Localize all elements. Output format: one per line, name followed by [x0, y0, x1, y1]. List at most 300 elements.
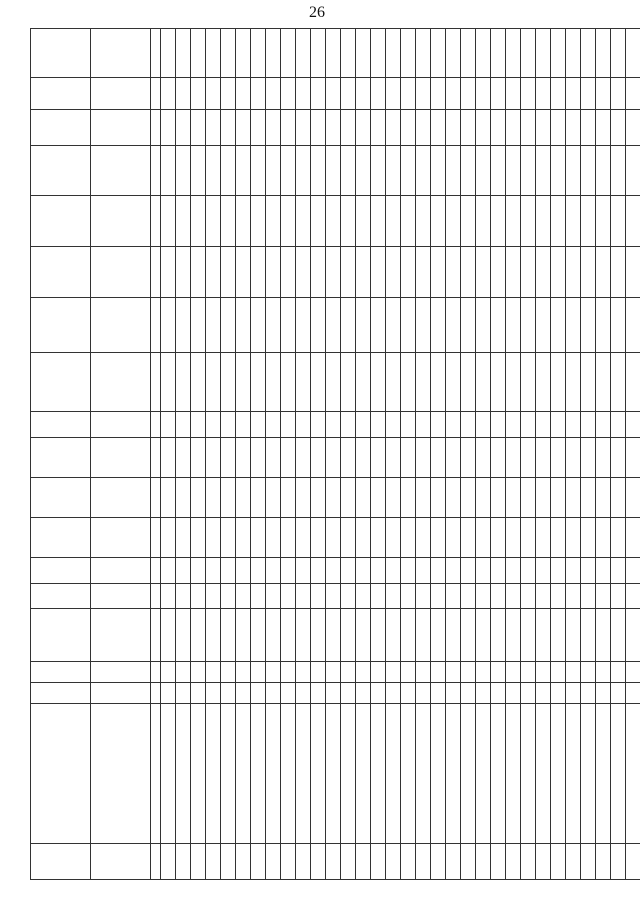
table-cell-c03 — [236, 683, 251, 704]
table-cell-c15 — [266, 196, 281, 247]
column-number-row-cell-c15 — [151, 196, 161, 247]
table-cell-c17 — [611, 109, 626, 145]
table-cell-c07 — [311, 558, 326, 583]
table-cell-c17 — [296, 109, 311, 145]
table-cell-c09 — [236, 477, 251, 517]
table-cell-c10 — [326, 437, 341, 477]
table-cell-c16 — [341, 145, 356, 196]
table-cell-c18 — [551, 77, 566, 109]
table-cell-c11 — [266, 412, 281, 437]
table-cell-c02 — [416, 704, 431, 844]
table-cell-c17 — [521, 109, 536, 145]
table-row — [551, 29, 566, 880]
table-cell-c18 — [326, 77, 341, 109]
table-cell-c01 — [176, 844, 191, 880]
table-cell-c02 — [596, 704, 611, 844]
table-cell-c03 — [206, 683, 221, 704]
table-cell-c09 — [356, 477, 371, 517]
table-cell-c01 — [296, 844, 311, 880]
table-cell-c06 — [161, 583, 176, 608]
table-cell-c05 — [446, 609, 461, 662]
table-cell-c16 — [476, 145, 491, 196]
table-cell-c02 — [506, 704, 521, 844]
table-cell-c02 — [161, 704, 176, 844]
table-cell-c08 — [596, 518, 611, 558]
table-cell-c05 — [476, 609, 491, 662]
table-cell-c12 — [551, 352, 566, 411]
table-cell-c05 — [206, 609, 221, 662]
header-band-lower-cell-c01 — [91, 844, 151, 880]
table-cell-c16 — [611, 145, 626, 196]
table-cell-c08 — [506, 518, 521, 558]
table-cell-c07 — [626, 558, 640, 583]
table-cell-c19 — [161, 29, 176, 78]
table-cell-c12 — [266, 352, 281, 411]
table-cell-c02 — [386, 704, 401, 844]
table-cell-c15 — [416, 196, 431, 247]
table-cell-c17 — [371, 109, 386, 145]
table-cell-c15 — [161, 196, 176, 247]
table-cell-c18 — [236, 77, 251, 109]
table-cell-c14 — [521, 247, 536, 298]
table-cell-c04 — [611, 662, 626, 683]
table-cell-c08 — [536, 518, 551, 558]
table-cell-c19 — [416, 29, 431, 78]
table-cell-c07 — [581, 558, 596, 583]
table-cell-c17 — [236, 109, 251, 145]
table-cell-c06 — [191, 583, 206, 608]
table-cell-c09 — [476, 477, 491, 517]
table-cell-c17 — [581, 109, 596, 145]
header-band-lower-cell-c19 — [91, 29, 151, 78]
table-cell-c16 — [491, 145, 506, 196]
table-cell-c12 — [611, 352, 626, 411]
table-cell-c16 — [311, 145, 326, 196]
table-cell-c03 — [416, 683, 431, 704]
header-band-upper-cell-c01 — [31, 844, 91, 880]
table-cell-c05 — [191, 609, 206, 662]
table-cell-c03 — [221, 683, 236, 704]
table-cell-c01 — [311, 844, 326, 880]
table-cell-c12 — [296, 352, 311, 411]
table-cell-c13 — [311, 297, 326, 352]
table-cell-c07 — [566, 558, 581, 583]
table-cell-c19 — [176, 29, 191, 78]
table-cell-c19 — [626, 29, 640, 78]
table-cell-c10 — [581, 437, 596, 477]
table-cell-c18 — [416, 77, 431, 109]
table-cell-c04 — [191, 662, 206, 683]
table-cell-c02 — [356, 704, 371, 844]
table-cell-c13 — [491, 297, 506, 352]
table-cell-c18 — [626, 77, 640, 109]
table-cell-c07 — [296, 558, 311, 583]
table-cell-c17 — [221, 109, 236, 145]
table-cell-c14 — [266, 247, 281, 298]
table-cell-c18 — [206, 77, 221, 109]
table-cell-c17 — [566, 109, 581, 145]
table-cell-c06 — [536, 583, 551, 608]
table-cell-c12 — [596, 352, 611, 411]
table-cell-c10 — [476, 437, 491, 477]
table-cell-c08 — [476, 518, 491, 558]
table-cell-c18 — [341, 77, 356, 109]
table-cell-c02 — [551, 704, 566, 844]
table-cell-c12 — [461, 352, 476, 411]
table-cell-c05 — [626, 609, 640, 662]
table-cell-c02 — [206, 704, 221, 844]
table-cell-c19 — [431, 29, 446, 78]
table-cell-c01 — [371, 844, 386, 880]
table-cell-c17 — [311, 109, 326, 145]
table-cell-c15 — [326, 196, 341, 247]
table-cell-c09 — [521, 477, 536, 517]
table-cell-c12 — [206, 352, 221, 411]
header-band-lower-cell-c13 — [91, 297, 151, 352]
table-cell-c11 — [596, 412, 611, 437]
table-cell-c12 — [326, 352, 341, 411]
table-row — [356, 29, 371, 880]
table-cell-c03 — [506, 683, 521, 704]
table-cell-c19 — [356, 29, 371, 78]
table-row — [266, 29, 281, 880]
table-cell-c08 — [191, 518, 206, 558]
table-row — [431, 29, 446, 880]
table-cell-c10 — [176, 437, 191, 477]
table-cell-c14 — [341, 247, 356, 298]
table-cell-c09 — [551, 477, 566, 517]
header-band-lower-cell-c06 — [91, 583, 151, 608]
table-cell-c09 — [371, 477, 386, 517]
table-cell-c14 — [461, 247, 476, 298]
table-cell-c07 — [461, 558, 476, 583]
table-cell-c11 — [476, 412, 491, 437]
table-cell-c03 — [521, 683, 536, 704]
header-band-upper-cell-c14 — [31, 247, 91, 298]
table-row — [296, 29, 311, 880]
table-cell-c17 — [161, 109, 176, 145]
table-cell-c15 — [566, 196, 581, 247]
table-cell-c10 — [281, 437, 296, 477]
table-cell-c12 — [566, 352, 581, 411]
table-cell-c01 — [221, 844, 236, 880]
table-cell-c15 — [296, 196, 311, 247]
table-cell-c15 — [371, 196, 386, 247]
table-cell-c13 — [251, 297, 266, 352]
table-cell-c12 — [161, 352, 176, 411]
table-cell-c19 — [536, 29, 551, 78]
table-cell-c01 — [536, 844, 551, 880]
table-cell-c11 — [491, 412, 506, 437]
table-row — [581, 29, 596, 880]
table-cell-c05 — [176, 609, 191, 662]
table-cell-c11 — [401, 412, 416, 437]
column-number-row-cell-c04 — [151, 662, 161, 683]
table-cell-c09 — [446, 477, 461, 517]
table-cell-c11 — [356, 412, 371, 437]
table-cell-c14 — [506, 247, 521, 298]
table-cell-c15 — [386, 196, 401, 247]
table-cell-c19 — [251, 29, 266, 78]
table-cell-c19 — [311, 29, 326, 78]
rotated-table-sheet — [30, 28, 622, 880]
table-cell-c09 — [581, 477, 596, 517]
table-cell-c18 — [536, 77, 551, 109]
header-band-upper-cell-c13 — [31, 297, 91, 352]
column-number-row-cell-c11 — [151, 412, 161, 437]
table-cell-c19 — [266, 29, 281, 78]
table-cell-c06 — [221, 583, 236, 608]
table-cell-c01 — [446, 844, 461, 880]
table-cell-c02 — [326, 704, 341, 844]
table-cell-c16 — [191, 145, 206, 196]
table-cell-c01 — [431, 844, 446, 880]
table-cell-c13 — [461, 297, 476, 352]
table-cell-c12 — [371, 352, 386, 411]
table-cell-c10 — [191, 437, 206, 477]
header-band-upper-cell-c02 — [31, 704, 91, 844]
table-cell-c14 — [476, 247, 491, 298]
table-cell-c06 — [386, 583, 401, 608]
table-cell-c18 — [506, 77, 521, 109]
table-cell-c05 — [431, 609, 446, 662]
table-cell-c03 — [431, 683, 446, 704]
table-cell-c04 — [506, 662, 521, 683]
table-cell-c16 — [596, 145, 611, 196]
table-cell-c07 — [371, 558, 386, 583]
header-band-upper-cell-c05 — [31, 609, 91, 662]
table-cell-c12 — [536, 352, 551, 411]
table-cell-c10 — [446, 437, 461, 477]
table-cell-c17 — [491, 109, 506, 145]
table-cell-c14 — [221, 247, 236, 298]
table-row — [611, 29, 626, 880]
table-cell-c09 — [566, 477, 581, 517]
table-cell-c14 — [416, 247, 431, 298]
table-cell-c13 — [431, 297, 446, 352]
table-cell-c03 — [536, 683, 551, 704]
table-cell-c18 — [281, 77, 296, 109]
table-cell-c02 — [236, 704, 251, 844]
table-cell-c02 — [581, 704, 596, 844]
table-cell-c12 — [191, 352, 206, 411]
table-cell-c11 — [566, 412, 581, 437]
table-cell-c12 — [431, 352, 446, 411]
table-cell-c01 — [191, 844, 206, 880]
table-cell-c18 — [446, 77, 461, 109]
header-band-lower-cell-c05 — [91, 609, 151, 662]
table-cell-c19 — [566, 29, 581, 78]
table-cell-c07 — [161, 558, 176, 583]
table-cell-c14 — [356, 247, 371, 298]
table-cell-c06 — [356, 583, 371, 608]
column-number-row-cell-c02 — [151, 704, 161, 844]
table-cell-c02 — [521, 704, 536, 844]
table-cell-c19 — [386, 29, 401, 78]
column-number-row-cell-c17 — [151, 109, 161, 145]
table-cell-c12 — [506, 352, 521, 411]
table-cell-c10 — [416, 437, 431, 477]
table-cell-c14 — [176, 247, 191, 298]
header-band-upper-cell-c08 — [31, 518, 91, 558]
table-cell-c04 — [566, 662, 581, 683]
table-cell-c15 — [191, 196, 206, 247]
table-cell-c09 — [431, 477, 446, 517]
table-cell-c17 — [326, 109, 341, 145]
table-row — [626, 29, 640, 880]
table-cell-c17 — [401, 109, 416, 145]
header-band-upper-cell-c04 — [31, 662, 91, 683]
table-cell-c05 — [581, 609, 596, 662]
table-cell-c03 — [251, 683, 266, 704]
table-cell-c06 — [176, 583, 191, 608]
table-cell-c17 — [596, 109, 611, 145]
table-cell-c04 — [206, 662, 221, 683]
table-cell-c16 — [326, 145, 341, 196]
table-cell-c13 — [626, 297, 640, 352]
table-cell-c15 — [281, 196, 296, 247]
table-cell-c11 — [611, 412, 626, 437]
table-cell-c04 — [161, 662, 176, 683]
table-cell-c04 — [236, 662, 251, 683]
table-cell-c13 — [521, 297, 536, 352]
table-cell-c08 — [386, 518, 401, 558]
table-cell-c13 — [566, 297, 581, 352]
table-cell-c19 — [446, 29, 461, 78]
table-cell-c13 — [611, 297, 626, 352]
table-cell-c15 — [356, 196, 371, 247]
table-cell-c03 — [461, 683, 476, 704]
table-cell-c08 — [371, 518, 386, 558]
table-cell-c02 — [281, 704, 296, 844]
table-cell-c19 — [461, 29, 476, 78]
header-band-lower — [91, 29, 151, 880]
column-number-row-cell-c12 — [151, 352, 161, 411]
table-cell-c06 — [416, 583, 431, 608]
table-cell-c10 — [356, 437, 371, 477]
table-cell-c06 — [281, 583, 296, 608]
table-cell-c08 — [401, 518, 416, 558]
table-cell-c14 — [191, 247, 206, 298]
table-cell-c12 — [521, 352, 536, 411]
header-band-upper — [31, 29, 91, 880]
table-cell-c16 — [176, 145, 191, 196]
table-cell-c07 — [446, 558, 461, 583]
header-band-lower-cell-c12 — [91, 352, 151, 411]
table-cell-c11 — [386, 412, 401, 437]
table-cell-c07 — [281, 558, 296, 583]
table-cell-c04 — [386, 662, 401, 683]
table-cell-c06 — [326, 583, 341, 608]
table-cell-c10 — [491, 437, 506, 477]
table-cell-c17 — [356, 109, 371, 145]
table-cell-c07 — [476, 558, 491, 583]
table-cell-c15 — [251, 196, 266, 247]
table-cell-c18 — [266, 77, 281, 109]
table-cell-c01 — [326, 844, 341, 880]
table-cell-c12 — [356, 352, 371, 411]
table-cell-c09 — [191, 477, 206, 517]
table-cell-c01 — [401, 844, 416, 880]
table-cell-c13 — [551, 297, 566, 352]
table-cell-c01 — [161, 844, 176, 880]
table-cell-c17 — [386, 109, 401, 145]
table-cell-c09 — [296, 477, 311, 517]
table-cell-c19 — [206, 29, 221, 78]
table-cell-c07 — [176, 558, 191, 583]
table-cell-c02 — [251, 704, 266, 844]
column-number-row-cell-c13 — [151, 297, 161, 352]
table-rotator — [30, 28, 622, 880]
table-cell-c08 — [266, 518, 281, 558]
table-cell-c17 — [536, 109, 551, 145]
table-row — [401, 29, 416, 880]
table-cell-c06 — [206, 583, 221, 608]
header-band-lower-cell-c10 — [91, 437, 151, 477]
table-cell-c15 — [341, 196, 356, 247]
table-cell-c11 — [581, 412, 596, 437]
table-cell-c16 — [566, 145, 581, 196]
column-number-row-cell-c01 — [151, 844, 161, 880]
header-band-lower-cell-c18 — [91, 77, 151, 109]
table-cell-c06 — [626, 583, 640, 608]
table-cell-c03 — [341, 683, 356, 704]
table-cell-c10 — [296, 437, 311, 477]
table-cell-c15 — [221, 196, 236, 247]
table-cell-c06 — [251, 583, 266, 608]
table-cell-c15 — [206, 196, 221, 247]
table-cell-c04 — [296, 662, 311, 683]
table-cell-c10 — [461, 437, 476, 477]
table-cell-c16 — [536, 145, 551, 196]
table-cell-c18 — [386, 77, 401, 109]
table-cell-c03 — [161, 683, 176, 704]
table-cell-c03 — [371, 683, 386, 704]
table-cell-c10 — [611, 437, 626, 477]
table-cell-c13 — [596, 297, 611, 352]
table-cell-c18 — [401, 77, 416, 109]
table-cell-c04 — [416, 662, 431, 683]
table-cell-c08 — [161, 518, 176, 558]
table-cell-c03 — [596, 683, 611, 704]
table-cell-c13 — [191, 297, 206, 352]
table-header — [31, 29, 161, 880]
table-cell-c05 — [461, 609, 476, 662]
table-cell-c04 — [371, 662, 386, 683]
table-cell-c11 — [236, 412, 251, 437]
table-cell-c06 — [461, 583, 476, 608]
table-cell-c05 — [536, 609, 551, 662]
table-cell-c11 — [161, 412, 176, 437]
table-cell-c05 — [491, 609, 506, 662]
table-cell-c09 — [161, 477, 176, 517]
page-number: 26 — [309, 4, 325, 21]
table-row — [221, 29, 236, 880]
table-cell-c07 — [401, 558, 416, 583]
table-cell-c13 — [386, 297, 401, 352]
table-cell-c18 — [191, 77, 206, 109]
table-cell-c13 — [581, 297, 596, 352]
table-cell-c08 — [221, 518, 236, 558]
header-band-upper-cell-c06 — [31, 583, 91, 608]
table-cell-c05 — [326, 609, 341, 662]
housing-register-table — [30, 28, 640, 880]
table-cell-c09 — [416, 477, 431, 517]
table-cell-c14 — [401, 247, 416, 298]
table-cell-c04 — [491, 662, 506, 683]
table-cell-c03 — [566, 683, 581, 704]
table-cell-c19 — [296, 29, 311, 78]
